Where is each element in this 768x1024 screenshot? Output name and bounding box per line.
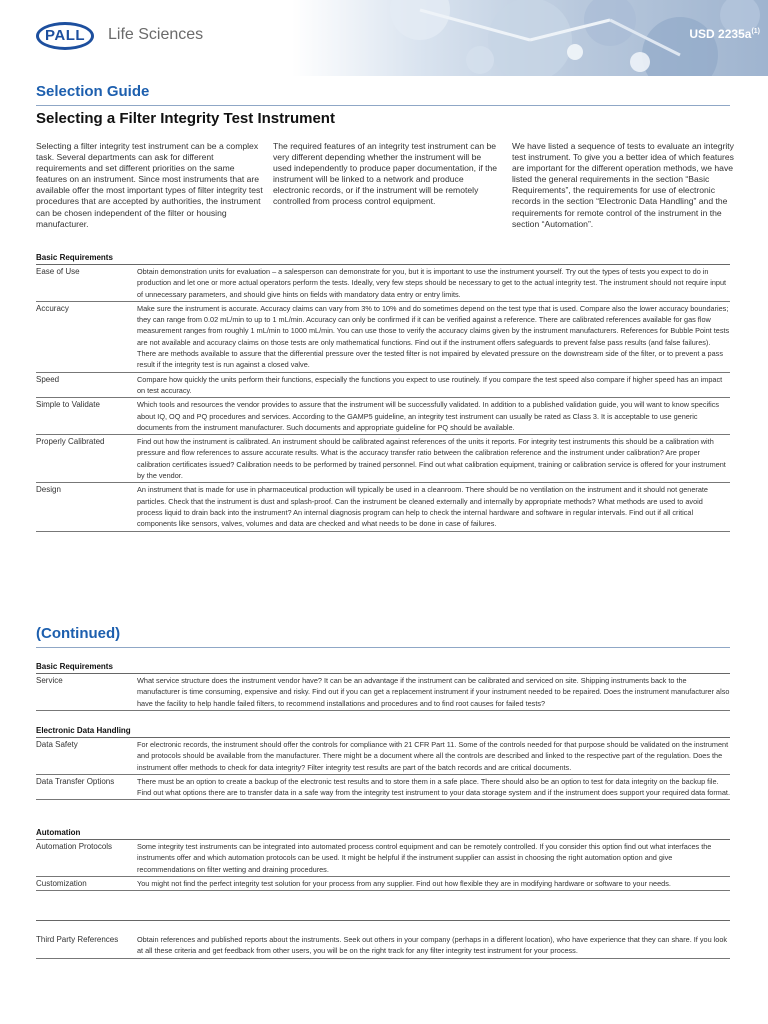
table-row	[36, 877, 730, 891]
row-text: Obtain references and published reports about the instruments. Seek out others in your company (perhaps in a different location), who have experience that they can share. If you look at all these criteria and get feedback from other users, you will be on the right track for any filter integrity test instrument for your process.	[137, 935, 728, 956]
intro-column-1: Selecting a filter integrity test instrument can be a complex task. Several departments can ask for different requirements and set different priorities on the same features on an instrument. Since most instruments that are available offer the most important types of filter integrity test procedures that are accepted by authorities, the instrument can be chosen independent of the filter or housing manufacturer.	[36, 141, 263, 229]
row-text: An instrument that is made for use in pharmaceutical production will typically be used in a cleanroom. There should be no ventilation on the instrument and it should not generate particles. Check that the instrument is dust and splash-proof. Can the instrument be cleaned externally and internally by appropriate methods? What methods are used to avoid process liquid to drain back into the instrument? An internal diagnosis program can help to check the internal hardware and software in regular intervals. Find out if all critical components like sensors, valves, volumes and data are checked and what needs to be done in case of failures.	[137, 485, 708, 529]
intro-column-2: The required features of an integrity test instrument can be very different depending whether the instrument will be used independently to produce paper documentation, if the instrument will be linked to a network and produce electronic records, or if the instrument will be remotely controlled from process control equipment.	[273, 141, 498, 207]
row-label: Third Party References	[36, 935, 119, 944]
row-text: Some integrity test instruments can be integrated into automated process control equipment and can be remotely controlled. If you consider this option find out what interfaces the instruments offer and which automation protocols can be used. It might be helpful if the instrument supplier can assist in choosing the right automation option and give recommendations on filter wetting and draining procedures.	[137, 842, 712, 874]
row-label: Service	[36, 676, 63, 685]
row-label: Speed	[36, 374, 60, 384]
row-label: Customization	[36, 878, 87, 888]
row-label: Data Transfer Options	[36, 776, 115, 786]
electronic-data-handling-table	[36, 726, 730, 800]
row-label: Data Safety	[36, 740, 78, 749]
row-label: Design	[36, 485, 61, 495]
table-row	[36, 840, 730, 877]
continued-heading: (Continued)	[36, 625, 121, 642]
page-title: Selecting a Filter Integrity Test Instrument	[36, 110, 335, 127]
brand-name: Life Sciences	[108, 26, 204, 43]
pall-logo: PALL	[36, 22, 94, 50]
row-text: Obtain demonstration units for evaluation – a salesperson can demonstrate for you, but it is important to use the instrument yourself. Try out the types of tests you expect to do in production and let one or more actual operators perform the tests. Ideally, very few steps should be necessary to get to the actual integrity test. The instrument should not require input of unnecessary parameters, and should give hints on fields with mandatory data entry or entry limits.	[137, 267, 727, 299]
section-heading: Basic Requirements	[36, 662, 730, 674]
third-party-table	[36, 920, 730, 959]
row-text: What service structure does the instrument vendor have? It can be an advantage if the instrument can be calibrated and serviced on site. Shipping instruments back to the manufacturer is time consuming, expensive and risky. Find out if you can get a replacement instrument if your instrument needed to be repaired. Does the instrument manufacturer also have the facility to help handle failed filters, to recommend installations and procedures and to find root causes for failed tests?	[137, 676, 730, 708]
table-row	[36, 435, 730, 483]
table-row	[36, 921, 730, 959]
table-row	[36, 738, 730, 775]
row-text: There must be an option to create a backup of the electronic test results and to store them in a safe place. There should also be an option to test for data integrity on the backup file. Find out what options there are to transfer data in a safe way from the integrity test instrument to your data storage system and if the instrument does support your required data format.	[137, 776, 730, 798]
header-banner	[0, 0, 768, 76]
row-label: Properly Calibrated	[36, 437, 105, 447]
row-text: Compare how quickly the units perform their functions, especially the functions you expect to use routinely. If you compare the test speed also compare if higher speed has an impact on test accuracy.	[137, 374, 723, 395]
intro-column-3: We have listed a sequence of tests to evaluate an integrity test instrument. To give you a better idea of which features are important for the different operation methods, we have listed the general requirements in the section “Basic Requirements”, the requirements for use of electronic records in the section “Electronic Data Handling” and the requirements for remote control of the instrument in the section “Automation”.	[512, 141, 734, 229]
selection-guide-heading: Selection Guide	[36, 83, 150, 100]
table-row	[36, 302, 730, 373]
section-heading: Basic Requirements	[36, 253, 730, 265]
table-row	[36, 775, 730, 801]
divider	[36, 105, 730, 106]
basic-requirements-table	[36, 253, 730, 532]
row-label: Simple to Validate	[36, 400, 100, 410]
row-label: Automation Protocols	[36, 842, 113, 851]
divider	[36, 647, 730, 648]
row-label: Ease of Use	[36, 267, 80, 276]
row-text: Which tools and resources the vendor provides to assure that the instrument will be successfully validated. In addition to a published validation guide, you will want to know specifics about IQ, OQ and PQ procedures and services. According to the GAMP5 guideline, an integrity test instrument can usually be rated as Class 3. It is acceptable to use generic documents from the instrument manufacturer. Such documents and appropriate guideline for PQ should be available.	[137, 400, 720, 432]
table-row	[36, 398, 730, 435]
section-heading: Electronic Data Handling	[36, 726, 730, 738]
row-text: For electronic records, the instrument should offer the controls for compliance with 21 CFR Part 11. Some of the controls needed for that purpose should be validated on the instrument and protocols should be available from the manufacturer. There might be a document where all the controls are described and linked to the respective part of the regulation. Does the instrument offer methods to check for data integrity? Filter integrity test results are part of the batch records and are critical documents.	[137, 740, 729, 772]
row-text: You might not find the perfect integrity test solution for your process from any supplier. Find out how flexible they are in modifying hardware or software to your needs.	[137, 878, 671, 888]
document-id: USD $2235a^{(1)}$	[689, 27, 760, 41]
automation-table	[36, 828, 730, 891]
table-row	[36, 674, 730, 711]
basic-requirements-continued-table	[36, 662, 730, 711]
table-row	[36, 265, 730, 302]
row-label: Accuracy	[36, 303, 69, 313]
table-row	[36, 483, 730, 531]
row-text: Find out how the instrument is calibrated. An instrument should be calibrated against references of the units it reports. For integrity test instruments this should be a calibration with pressure and flow references to assure accurate results. What is the accuracy transfer ratio between the calibration reference and the instrument under calibration? Are proper calibration certificates issued? Calibration needs to be performed by trained personnel. Find out what calibration equipment, training or calibration service is offered for your instrument by the vendor.	[137, 437, 726, 481]
table-row	[36, 373, 730, 399]
section-heading: Automation	[36, 828, 730, 840]
row-text: Make sure the instrument is accurate. Accuracy claims can vary from 3% to 10% and do sometimes depend on the test type that is used. Compare also the lower accuracy boundaries; they can range from 0.02 mL/min to up to 1 mL/min. Accuracy can only be confirmed if it can be verified against a reference. There are calibrated references available for gas flow measurement ranges from roughly 1 mL/min to 1000 mL/min. You can use those to verify the accuracy claims given by the instrument manufacturers. References for Bubble Point tests are not available and accuracy claims on those tests are only mathematical functions. Find out if the instrument offers safeguards to prevent false pass results (and false failures). There are methods available to assure that the differential pressure over the tested filter is not impaired by elevated pressure on the downstream side of the filter, or to prevent a pass result if the integrity test is run against a closed valve.	[137, 303, 730, 370]
